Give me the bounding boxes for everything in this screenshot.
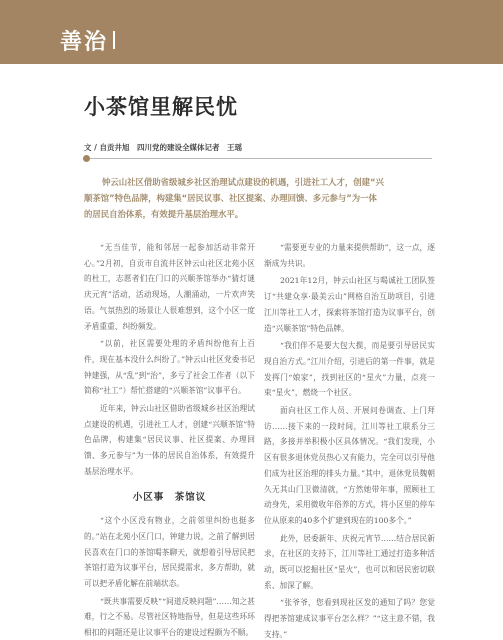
paragraph: 此外，居委新年、庆祝元宵节……结合居民新求，在社区的支持下，江川等社工通过打造多种活动，既可以挖掘社区“星火”，也可以和居民密切联系、加深了解。 [264,533,435,590]
left-column [84,240,255,640]
paragraph: “张爷爷，您看到现社区发的通知了吗？您觉得把茶馆建成议事平台怎么样？”“这主意不错，我支持。” [264,598,435,639]
paragraph: “以前，社区需要处理的矛盾纠纷他有上百件，现在基本没什么纠纷了。”钟云山社区党委书记钟建强，从“乱”到“治”，多亏了社会工作者（以下简称“社工”）帮忙搭建的“兴顺茶馆”议事平台。 [84,339,255,396]
section-divider [113,31,115,49]
paragraph: “既共事需要反映”“间道反映问题”……知之甚难，行之不易。尽管社区特地指导，但是这些环环相扣的问题还是让议事平台的建设过程颇为不顺。 [84,596,255,638]
article-byline: 文 / 自贡井旭 四川党的建设全媒体记者 王瑶 [84,143,242,152]
paragraph: 近年来，钟云山社区借助省级城乡社区治理试点建设的机遇，引进社工人才，创建“兴顺茶馆”特色品牌，构建集“居民议事、社区提案、办理回馈、多元参与”为一体的居民自治体系，有效提升基层治理水平。 [84,404,255,476]
paragraph: “需要更专业的力量来提供帮助”，这一点，逐渐成为共识。 [264,243,435,268]
paragraph: 2021年12月，钟云山社区与喝诚社工团队签订“共建众享·最美云山”网格自治互助项目，引进江川等社工人才，探索将茶馆打造为议事平台，创造“兴顺茶馆”特色品牌。 [264,276,435,333]
article-summary: 钟云山社区借助省级城乡社区治理试点建设的机遇，引进社工人才，创建“兴顺茶馆”特色品牌，构建集“居民议事、社区提案、办理回馈、多元参与”为一体的居民自治体系，有效提升基层治理水平。 [84,177,384,219]
header-rule [84,158,432,159]
paragraph: “我们伴不是要大包大揽，而是要引导居民实现自治方式。”江川介绍，引进后的第一件事，就是发挥门“娘家”，找到社区的“星火”力量，点亮一束“星火”，燃烧一个社区。 [264,341,435,398]
paragraph: “这个小区没有物业，之前邻里纠纷也挺多的。”站在北苑小区门口，钟建力说，之前了解到居民喜欢在门口的茶馆喝茶聊天，就想着引导居民把茶馆打造为议事平台，居民提需求，多方帮助，就可以把矛盾化解在前端状态。 [84,516,255,589]
paragraph: “无当佳节，能和邻居一起参加活动非常开心。”2月初，自贡市自流井区钟云山社区北苑小区的杜工，志愿者们在门口的兴顺茶馆举办“猜灯谜庆元宵”活动，活动现场，人潮涌动，一片欢声笑语。气氛热烈的场景让人很难想到，这个小区一度矛盾重重、纠纷频发。 [84,243,255,331]
right-column [264,240,435,640]
section-tag [60,24,115,56]
paragraph: 面向社区工作人员、开展问卷调查、上门拜访……接下来的一段时间，江川等社工联系分三路，多接并举积极小区具体情况。“我们发现，小区有很多退休党员热心又有能力，完全可以引导他们成为社区治理的排头力量。”其中，退休党员魏朝久无其山门卫微清就，“方然她带年事，照顾社工动身先，采用微收年俗养的方式，将小区里的停车位从原来的40多个扩建到现在的100多个。” [264,406,435,525]
section-subhead: 小区事 茶馆议 [132,491,207,503]
article-title: 小茶馆里解民忧 [84,95,238,119]
section-label: 善治 [60,29,109,55]
rule-dot [83,155,90,162]
